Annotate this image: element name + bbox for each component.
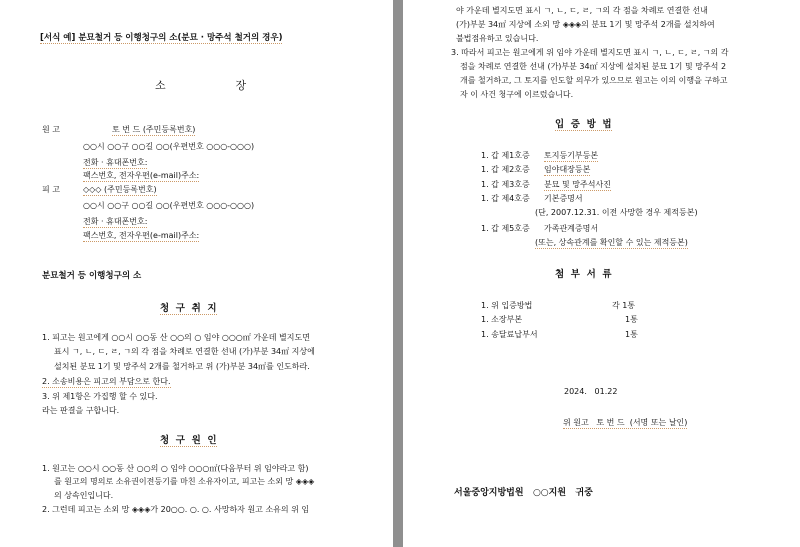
- attachment-item: 1. 위 입증방법: [481, 301, 533, 310]
- evidence-number: 1. 갑 제5호증: [481, 224, 530, 233]
- page-gap: [393, 0, 403, 547]
- plaintiff-role: 원 고: [42, 125, 60, 134]
- attachment-qty: 1통: [625, 315, 638, 324]
- plaintiff-name: 토 번 드 (주민등록번호): [112, 125, 196, 134]
- filing-date: 2024. 01.22: [564, 387, 618, 396]
- defendant-phone: 전화 · 휴대폰번호:: [83, 217, 148, 226]
- claim-purpose-line: 설치된 분묘 1기 및 망주석 2개를 철거하고 위 (가)부분 34㎡를 인도하라.: [54, 362, 310, 371]
- evidence-heading: 입 증 방 법: [555, 119, 612, 130]
- attachment-item: 1. 소장부본: [481, 315, 523, 324]
- document-title: 소 장: [155, 79, 247, 92]
- attachments-heading: 첨 부 서 류: [555, 269, 612, 280]
- defendant-fax: 팩스번호, 전자우편(e-mail)주소:: [83, 231, 200, 240]
- defendant-role: 피 고: [42, 185, 60, 194]
- evidence-number: 1. 갑 제3호증: [481, 180, 530, 189]
- attachment-item: 1. 송달료납부서: [481, 330, 538, 339]
- evidence-description: 가족관계증명서: [544, 224, 599, 233]
- plaintiff-phone: 전화 · 휴대폰번호:: [83, 158, 148, 167]
- continuation-line: 불법점유하고 있습니다.: [456, 34, 539, 43]
- claim-purpose-heading: 청 구 취 지: [160, 303, 217, 314]
- court-name: 서울중앙지방법원 ○○지원 귀중: [454, 488, 593, 498]
- continuation-line: 개를 철거하고, 그 토지를 인도할 의무가 있으므로 원고는 이의 이행을 구하고: [460, 76, 728, 85]
- continuation-line: 야 가운데 별지도면 표시 ㄱ, ㄴ, ㄷ, ㄹ, ㄱ의 각 점을 차례로 연결한 선내: [456, 6, 708, 15]
- claim-purpose-line: 표시 ㄱ, ㄴ, ㄷ, ㄹ, ㄱ의 각 점을 차례로 연결한 선내 (가)부분 34㎡ 지상에: [54, 347, 315, 356]
- signature-line: 위 원고 토 번 드 (서명 또는 날인): [563, 418, 688, 427]
- claim-cause-line: 1. 원고는 ○○시 ○○동 산 ○○의 ○ 임야 ○○○㎡(다음부터 위 임야라고 함): [42, 464, 309, 473]
- form-title: [서식 예] 분묘철거 등 이행청구의 소(분묘 · 망주석 철거의 경우): [40, 33, 283, 43]
- defendant-address: ○○시 ○○구 ○○길 ○○(우편번호 ○○○-○○○): [83, 201, 255, 210]
- plaintiff-address: ○○시 ○○구 ○○길 ○○(우편번호 ○○○-○○○): [83, 142, 255, 151]
- document-page-2: [403, 0, 800, 547]
- continuation-line: 3. 따라서 피고는 원고에게 위 임야 가운데 별지도면 표시 ㄱ, ㄴ, ㄷ, ㄹ, ㄱ의 각: [451, 48, 729, 57]
- continuation-line: (가)부분 34㎡ 지상에 소외 망 ◈◈◈의 분묘 1기 및 망주석 2개를 설치하여: [456, 20, 715, 29]
- evidence-description: 토지등기부등본: [544, 151, 599, 160]
- claim-cause-line: 의 상속인입니다.: [54, 491, 114, 500]
- attachment-qty: 1통: [625, 330, 638, 339]
- claim-purpose-line: 라는 판결을 구합니다.: [42, 406, 120, 415]
- defendant-name: ◇◇◇ (주민등록번호): [83, 185, 157, 194]
- claim-purpose-line: 2. 소송비용은 피고의 부담으로 한다.: [42, 377, 171, 386]
- evidence-number: 1. 갑 제2호증: [481, 165, 530, 174]
- document-page-1: [0, 0, 393, 547]
- evidence-note: (단, 2007.12.31. 이전 사망한 경우 제적등본): [535, 208, 698, 217]
- claim-cause-line: 2. 그런데 피고는 소외 망 ◈◈◈가 20○○. ○. ○. 사망하자 원고 소유의 위 임: [42, 505, 310, 514]
- case-name: 분묘철거 등 이행청구의 소: [42, 271, 142, 281]
- attachment-qty: 각 1통: [612, 301, 636, 310]
- claim-cause-heading: 청 구 원 인: [160, 435, 217, 446]
- claim-purpose-line: 1. 피고는 원고에게 ○○시 ○○동 산 ○○의 ○ 임야 ○○○㎡ 가운데 별지도면: [42, 333, 310, 342]
- continuation-line: 자 이 사건 청구에 이르렀습니다.: [460, 90, 574, 99]
- evidence-note: (또는, 상속관계를 확인할 수 있는 제적등본): [535, 238, 688, 247]
- plaintiff-fax: 팩스번호, 전자우편(e-mail)주소:: [83, 171, 200, 180]
- claim-purpose-line: 3. 위 제1항은 가집행 할 수 있다.: [42, 392, 158, 401]
- claim-cause-line: 를 원고의 명의로 소유권이전등기를 마친 소유자이고, 피고는 소외 망 ◈◈◈: [54, 477, 315, 486]
- evidence-description: 기본증명서: [544, 194, 583, 203]
- evidence-description: 분묘 및 망주석사진: [544, 180, 611, 189]
- evidence-number: 1. 갑 제4호증: [481, 194, 530, 203]
- continuation-line: 점을 차례로 연결한 선내 (가)부분 34㎡ 지상에 설치된 분묘 1기 및 망주석 2: [460, 62, 727, 71]
- evidence-description: 임야대장등본: [544, 165, 591, 174]
- evidence-number: 1. 갑 제1호증: [481, 151, 530, 160]
